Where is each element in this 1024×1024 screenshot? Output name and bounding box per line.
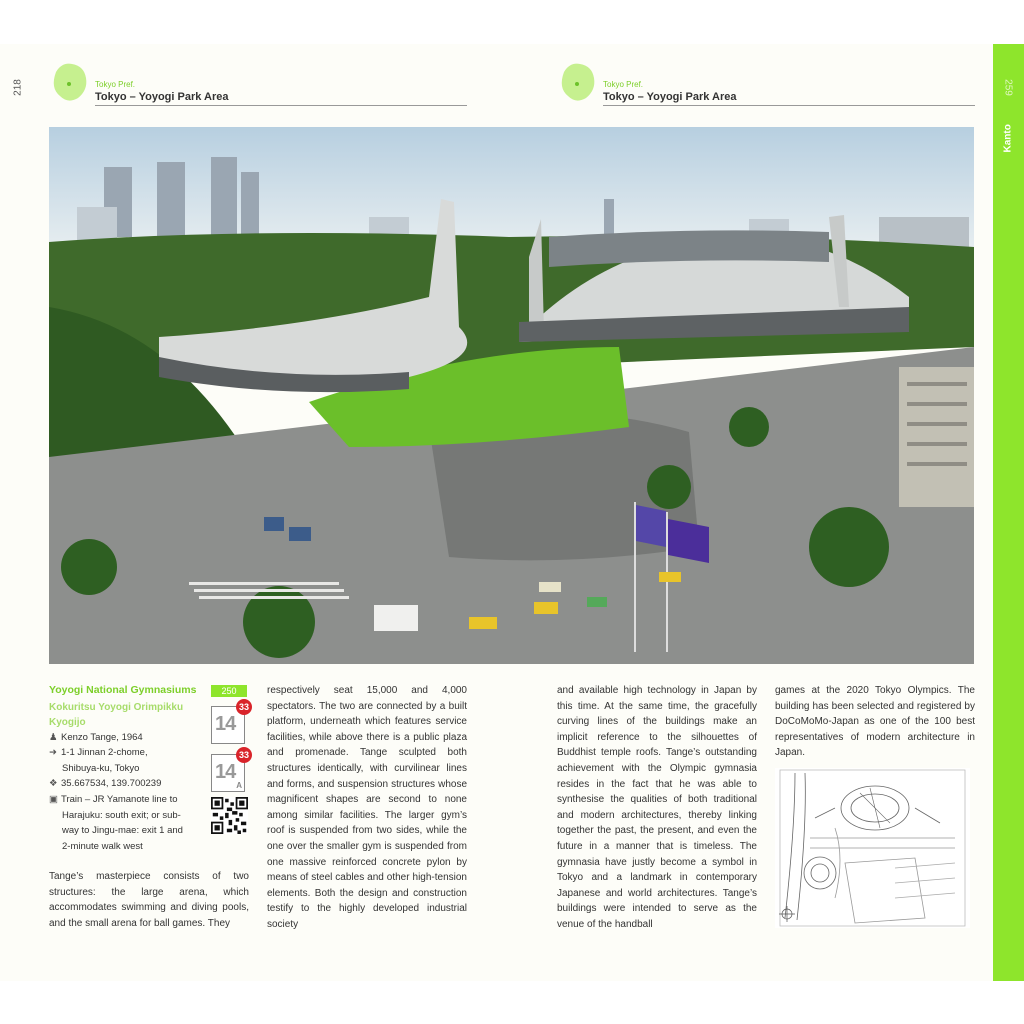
gps-crosshair-icon: ❖ xyxy=(49,778,58,789)
area-label: Tokyo – Yoyogi Park Area xyxy=(95,91,229,103)
header-rule xyxy=(95,105,467,106)
pref-label: Tokyo Pref. xyxy=(603,80,644,89)
text-column-2: respectively seat 15,000 and 4,000 spectators. The two are connected by a built platform, underneath which features service facilities, while above there is a public plaza and promenade. Tange sculpted both structures identically, with curvilinear lines and forms, and suspension structures whose magnificent shapes are second to none among similar facilities. The larger gym’s roof is suspended from two sides, while the one over the smaller gym is suspended from one massive reinforced concrete pylon by means of steel cables and other high-tension elements. Both the design and construction testify to the highly developed industrial society xyxy=(267,685,467,930)
person-icon: ♟ xyxy=(49,732,58,743)
train-icon: ▣ xyxy=(49,794,58,805)
tokyo-map-icon xyxy=(50,60,88,104)
arrow-right-icon: ➜ xyxy=(49,747,57,758)
info-architect: ♟ Kenzo Tange, 1964 xyxy=(49,730,209,746)
pref-label: Tokyo Pref. xyxy=(95,80,136,89)
text-column-1: Tange’s masterpiece consists of two structures: the large arena, which accommodates swimming and diving pools, and the small arena for ball games. They xyxy=(49,871,249,929)
tokyo-map-icon xyxy=(558,60,596,104)
info-coords: ❖ 35.667534, 139.700239 xyxy=(49,776,209,792)
entry-number-badge: 250 xyxy=(211,685,247,697)
info-address: ➜ 1-1 Jinnan 2-chome, Shibuya-ku, Tokyo xyxy=(49,747,148,774)
entry-title: Yoyogi National Gymnasiums xyxy=(49,684,197,696)
header-right xyxy=(558,60,978,108)
qr-code[interactable] xyxy=(211,797,248,834)
area-label: Tokyo – Yoyogi Park Area xyxy=(603,91,737,103)
route-badge: 33 xyxy=(236,699,252,715)
site-plan-drawing xyxy=(775,768,970,928)
info-transit: ▣ Train – JR Yamanote line to Harajuku: south exit; or sub- way to Jingu-mae: exit 1 and 2-minute walk west xyxy=(49,794,183,852)
entry-subtitle: Kokuritsu Yoyogi Orimpikku Kyogijo xyxy=(49,702,184,728)
text-column-4: games at the 2020 Tokyo Olympics. The building has been selected and registered by DoCoMoMo-Japan as one of the 100 best representatives of modern architecture in Japan. xyxy=(775,685,975,759)
page-number-right: 259 xyxy=(1002,79,1014,96)
text-column-3: and available high technology in Japan by this time. At the same time, the gracefully curving lines of the buildings make an implicit reference to the silhouettes of Buddhist temple roofs. Tange’s outstanding achievement with the Olympic gymnasia resides in the fact that he was able to synthesise the qualities of both traditional and modern architectures, thereby linking together the past, the present, and even the future in a manner that is timeless. The gymnasia have justly become a symbol in Tokyo and a landmark in contemporary Japanese and world architectures. Tange’s buildings were intended to serve as the venue of the handball xyxy=(557,685,757,930)
region-label: Kanto xyxy=(1002,124,1014,153)
gymnasium-photo xyxy=(49,127,974,664)
region-tab[interactable] xyxy=(993,44,1024,981)
page-number-left: 218 xyxy=(12,79,24,96)
header-rule xyxy=(603,105,975,106)
station-icon: 14 33 xyxy=(211,706,245,744)
route-badge: 33 xyxy=(236,747,252,763)
station-icon: 14 33 A xyxy=(211,754,245,792)
header-left xyxy=(50,60,470,108)
